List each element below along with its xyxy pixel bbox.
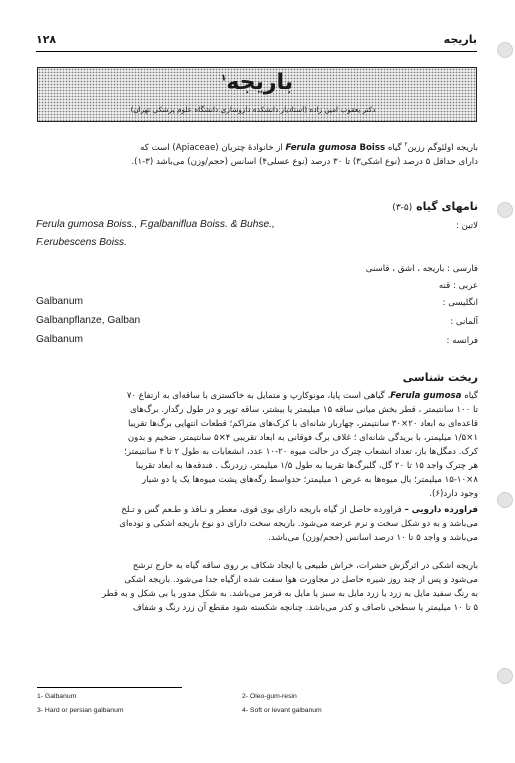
footnote-1: 1- Galbanum [37, 693, 77, 700]
chapter-title-box [37, 67, 477, 122]
product-line: می‌باشد و واجد ۵ تا ۱۰ درصد اسانس (حجم/وزن) می‌باشد. [268, 533, 478, 543]
latin-name: Ferula gumosa [390, 391, 462, 401]
latin-name [286, 143, 386, 153]
morphology-line: ۸×۱۵-۱۰ میلیمتر؛ بال میوه‌ها به عرض ۱ میلیمتر؛ حدواسط رگه‌های پشت میوه‌ها یک یا دو شیار [141, 475, 478, 485]
running-title: باریجه [443, 33, 477, 46]
tear-galbanum-paragraph [36, 559, 478, 615]
reference: (۵-۳) [392, 203, 413, 213]
chapter-title [38, 70, 476, 95]
paragraph-line: ۵ تا ۱۰ میلیمتر یا سطحی ناصاف و کدر می‌باشد. چنانچه شکسته شود مقطع آن زرد رنگ و شفاف [132, 603, 478, 613]
binder-hole [497, 668, 513, 684]
running-header [36, 33, 477, 49]
english-label: انگلیسی : [442, 298, 478, 308]
binder-hole [497, 202, 513, 218]
latin-authority: Boiss [359, 142, 386, 153]
footnote-rule [37, 687, 182, 688]
french-label: فرانسه : [446, 336, 478, 346]
intro-text: گیاه [387, 142, 402, 153]
morphology-line: هر چترک واجد ۱۵ تا ۲۰ گل، گلبرگ‌ها تقریبا به طول ۱/۵ میلیمتر، زردرنگ . فندقه‌ها به ابعاد تقریبا [135, 461, 478, 471]
intro-paragraph [36, 138, 478, 169]
section-heading-names [392, 200, 478, 213]
chapter-title-text: باریجه [226, 70, 294, 95]
latin-synonyms-line1: Ferula gumosa Boiss., F.galbaniflua Boiss. & Buhse., [36, 219, 275, 230]
morphology-line: کرک. دمگل‌ها باز، تعداد انشعاب چترک در حالت میوه ۲۰-۱۰ عدد، انشعابات به طول ۲ تا ۴ سانتیمتر؛ [124, 447, 478, 457]
german-label: آلمانی : [450, 317, 478, 327]
persian-names: فارسی : باریجه ، اشق ، قاسنی [365, 264, 478, 274]
footnote-ref: ۱ [220, 73, 227, 84]
footnote-4: 4- Soft or levant galbanum [242, 707, 322, 714]
latin-genus-species: Ferula gumosa [285, 142, 357, 153]
page-number: ۱۲۸ [36, 33, 57, 46]
product-paragraph [36, 503, 478, 545]
section-heading-text: نامهای گیاه [416, 200, 478, 213]
french-name: Galbanum [36, 334, 84, 345]
morphology-text: ، گیاهی است پایا، مونوکارپ و متمایل به خاکستری با ساقه‌ای به ارتفاع ۷۰ [126, 391, 391, 401]
english-name: Galbanum [36, 296, 84, 307]
morphology-line: وجود دارد(۶). [429, 489, 478, 499]
morphology-line: قاعده‌ای به ابعاد ۲۰×۳۰ سانتیمتر، چهاربار شانه‌ای با کرک‌های متراکم؛ قطعات انتهایی برگ‌ها تقریبا [127, 419, 478, 429]
intro-text: دارای حداقل ۵ درصد (نوع اشکی۳) تا ۳۰ درصد (نوع عسلی۴) اسانس (حجم/وزن) می‌باشد (۳-۱). [131, 156, 478, 167]
product-line: فراورده حاصل از گیاه باریجه دارای بوی قوی، معطر و نـافذ و طـعم گس و تـلخ [121, 505, 402, 515]
morphology-text: گیاه [464, 391, 478, 401]
footnote-3: 3- Hard or persian galbanum [37, 707, 124, 714]
author-line: دکتر یعقوب امین زاده (استادیار دانشکده داروسازی دانشگاه علوم پزشکی تهران) [130, 105, 376, 114]
german-name: Galbanpflanze, Galban [36, 315, 141, 326]
latin-synonyms-line2: F.erubescens Boiss. [36, 237, 127, 248]
product-line: می‌باشد و به دو شکل سخت و نرم عرضه می‌شود. باریجه سخت دارای دو نوع باریجه اشکی و توده‌ای [119, 519, 478, 529]
morphology-paragraph [36, 389, 478, 501]
morphology-line: تا ۱۰۰ سانتیمتر ، قطر بخش میانی ساقه ۱۵ میلیمتر یا بیشتر، ساقه توپر و در طول رگدار. برگ‌های [129, 405, 478, 415]
paragraph-line: باریجه اشکی در اثرگزش حشرات، خراش طبیعی یا ایجاد شکاف بر روی ساقه گیاه به خارج ترشح [132, 561, 478, 571]
morphology-line [127, 391, 478, 401]
binder-hole [497, 492, 513, 508]
section-heading-morphology: ریخت شناسی [402, 371, 478, 384]
header-rule [36, 51, 477, 52]
footnote-ref: ۲ [404, 141, 408, 148]
morphology-line: ۱×۱/۵ میلیمتر، با بریدگی شانه‌ای ؛ غلاف برگ فوقانی به ابعاد تقریبی ۴×۵ سانتیمتر، ضخیم و بدون [127, 433, 478, 443]
paragraph-line: می‌شود و پس از چند روز شیره حاصل در مجاورت هوا سفت شده ازگیاه جدا می‌شود. باریجه اشکی [124, 575, 478, 585]
paragraph-line: به رنگ سفید مایل به زرد یا زرد مایل به سبز یا مایل به قرمز می‌باشد. به شکل مدور یا بی شکل و به قطر [102, 589, 478, 599]
paragraph-lead: فراورده دارویی – [404, 505, 478, 515]
intro-text: باریجه اولئوگم رزین [407, 142, 478, 153]
arabic-names: عربی : قنه [438, 281, 478, 291]
binder-hole [497, 42, 513, 58]
footnote-2: 2- Oleo-gum-resin [242, 693, 297, 700]
latin-label: لاتین : [455, 221, 478, 231]
intro-text: از خانوادهٔ چتریان (Apiaceae) است که [140, 142, 283, 153]
